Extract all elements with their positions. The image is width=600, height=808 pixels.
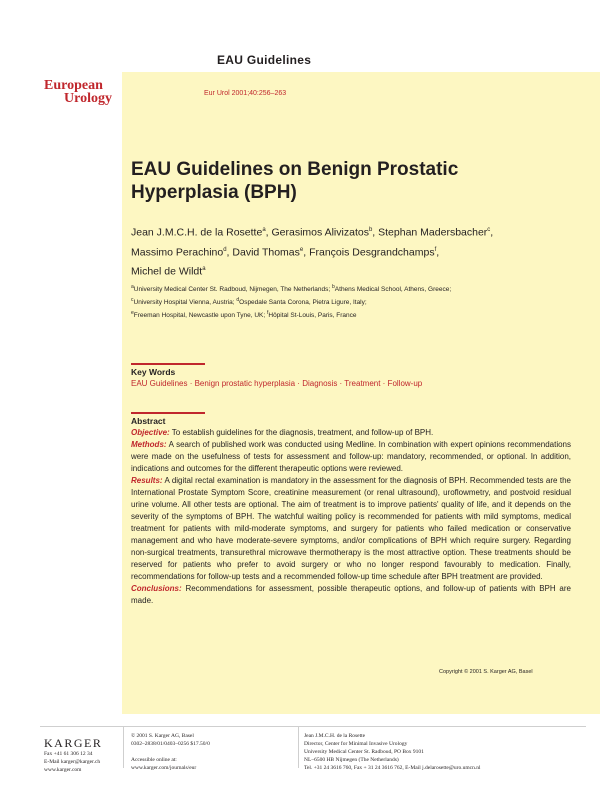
abstract-text: A search of published work was conducted using Medline. In combination with expert opinions recommendations were made on the usefulness of tests for assessment and follow-up: mandatory, recommended, or optional. In addition, indications and outcomes for the different therapeutic options were reviewed. xyxy=(131,440,571,473)
correspondence-line: Tel. +31 24 3616 760, Fax + 31 24 3616 762, E-Mail j.delarosette@uro.umcn.nl xyxy=(304,765,481,771)
author-affiliation-mark: b xyxy=(368,227,373,233)
abstract-paragraph xyxy=(131,583,571,607)
pubinfo-line: Accessible online at: xyxy=(131,757,177,763)
abstract-label: Results: xyxy=(131,476,163,485)
correspondence-line: Jean J.M.C.H. de la Rosette xyxy=(304,733,366,739)
keywords-list: EAU Guidelines · Benign prostatic hyperplasia · Diagnosis · Treatment · Follow-up xyxy=(131,379,423,388)
author-separator: , xyxy=(490,226,494,239)
author-separator: , xyxy=(303,246,310,258)
footer-divider xyxy=(40,726,586,727)
abstract-rule xyxy=(131,412,205,414)
author-name: Massimo Perachino xyxy=(131,246,224,258)
abstract-heading: Abstract xyxy=(131,416,166,426)
copyright: Copyright © 2001 S. Karger AG, Basel xyxy=(439,669,533,675)
author-separator: , xyxy=(265,226,272,239)
abstract-label: Conclusions: xyxy=(131,584,182,593)
abstract-body xyxy=(131,427,571,607)
footer-separator xyxy=(123,726,124,768)
correspondence-line: NL–6500 HB Nijmegen (The Netherlands) xyxy=(304,757,399,763)
author-affiliation-mark: c xyxy=(487,227,491,233)
contact-line: Fax +41 61 306 12 34 xyxy=(44,751,93,757)
affiliation-text: Freeman Hospital, Newcastle upon Tyne, UK; xyxy=(133,312,267,320)
author-affiliation-mark: a xyxy=(202,266,206,272)
keywords-rule xyxy=(131,363,205,365)
affiliation-text: University Medical Center St. Radboud, Nijmegen, The Netherlands; xyxy=(133,286,333,294)
contact-line: E-Mail karger@karger.ch xyxy=(44,759,101,765)
author-name: Jean J.M.C.H. de la Rosette xyxy=(131,226,263,239)
pubinfo-line: © 2001 S. Karger AG, Basel xyxy=(131,733,194,739)
affiliation-mark: e xyxy=(131,310,134,317)
correspondence-line: University Medical Center St. Radboud, PO Box 9101 xyxy=(304,749,424,755)
author-name: François Desgrandchamps xyxy=(309,246,435,258)
affiliation-text: University Hospital Vienna, Austria; xyxy=(133,299,237,307)
author-affiliation-mark: d xyxy=(223,246,227,253)
contact-line: www.karger.com xyxy=(44,767,82,773)
author-name: Gerasimos Alivizatos xyxy=(271,226,369,239)
footer-separator xyxy=(298,726,299,768)
author-separator: , xyxy=(226,246,233,258)
abstract-text: To establish guidelines for the diagnosis, treatment, and follow-up of BPH. xyxy=(169,428,434,437)
author-name: David Thomas xyxy=(232,246,300,258)
abstract-paragraph xyxy=(131,475,571,583)
author-name: Stephan Madersbacher xyxy=(378,226,488,239)
affiliation-mark: a xyxy=(131,284,134,290)
section-label: EAU Guidelines xyxy=(217,53,312,67)
author-list xyxy=(131,222,561,281)
pubinfo-line: 0302–2838/01/0403–0256 $17.50/0 xyxy=(131,741,210,747)
abstract-text: Recommendations for assessment, possible therapeutic options, and follow-up of patients with BPH are made. xyxy=(131,584,571,605)
abstract-label: Methods: xyxy=(131,440,167,449)
author-separator: , xyxy=(436,246,440,258)
author-separator: , xyxy=(372,226,379,239)
abstract-paragraph xyxy=(131,427,571,439)
journal-logo-line2: Urology xyxy=(64,91,112,106)
author-affiliation-mark: a xyxy=(262,227,266,233)
affiliation-text: Ospedale Santa Corona, Pietra Ligure, Italy; xyxy=(239,299,367,307)
pubinfo-line xyxy=(131,748,210,756)
pubinfo-line: www.karger.com/journals/eur xyxy=(131,765,197,771)
journal-logo-line1: European xyxy=(44,78,103,93)
abstract-text: A digital rectal examination is mandatory in the assessment for the diagnosis of BPH. Recommended tests are the International Prostate Symptom Score, creatinine measurement (or renal ultrasound), uroflowmetry, and postvoid residual urine volume. All other tests are optional. The aim of treatment is to improve patients' quality of life, and it depends on the severity of the symptoms of BPH. The watchful waiting policy is recommended for patients with mild symptoms, medical treatment for patients with mild-moderate symptoms, and surgery for patients who failed medication or conservative management and who have moderate-severe symptoms, and/or complications of BPH which require surgery. Regarding non-surgical treatments, transurethral microwave thermotherapy is the most attractive option. These treatments should be reserved for patients who prefer to avoid surgery or who no longer respond favourably to medication. Finally, recommendations for follow-up tests and a recommended follow-up time schedule after BPH treatment are provided. xyxy=(131,476,571,581)
affiliation-mark: b xyxy=(332,284,335,290)
publisher-contact xyxy=(44,750,100,774)
affiliation-text: Hôpital St-Louis, Paris, France xyxy=(268,312,357,320)
author-name: Michel de Wildt xyxy=(131,265,203,278)
keywords-heading: Key Words xyxy=(131,367,176,377)
publication-info xyxy=(131,732,210,772)
correspondence-address xyxy=(304,732,480,772)
abstract-paragraph xyxy=(131,439,571,475)
affiliation-text: Athens Medical School, Athens, Greece; xyxy=(334,286,452,294)
citation: Eur Urol 2001;40:256–263 xyxy=(204,90,287,97)
affiliation-list xyxy=(131,282,571,321)
affiliation-mark: c xyxy=(131,297,134,304)
affiliation-mark: f xyxy=(266,310,269,317)
author-affiliation-mark: f xyxy=(434,246,437,253)
journal-logo xyxy=(44,79,112,105)
affiliation-mark: d xyxy=(236,297,240,304)
publisher-logo: KARGER xyxy=(44,736,103,750)
abstract-label: Objective: xyxy=(131,428,170,437)
correspondence-line: Director, Center for Minimal Invasive Urology xyxy=(304,741,408,747)
article-title: EAU Guidelines on Benign Prostatic Hyperplasia (BPH) xyxy=(131,159,459,203)
author-affiliation-mark: e xyxy=(299,246,304,253)
